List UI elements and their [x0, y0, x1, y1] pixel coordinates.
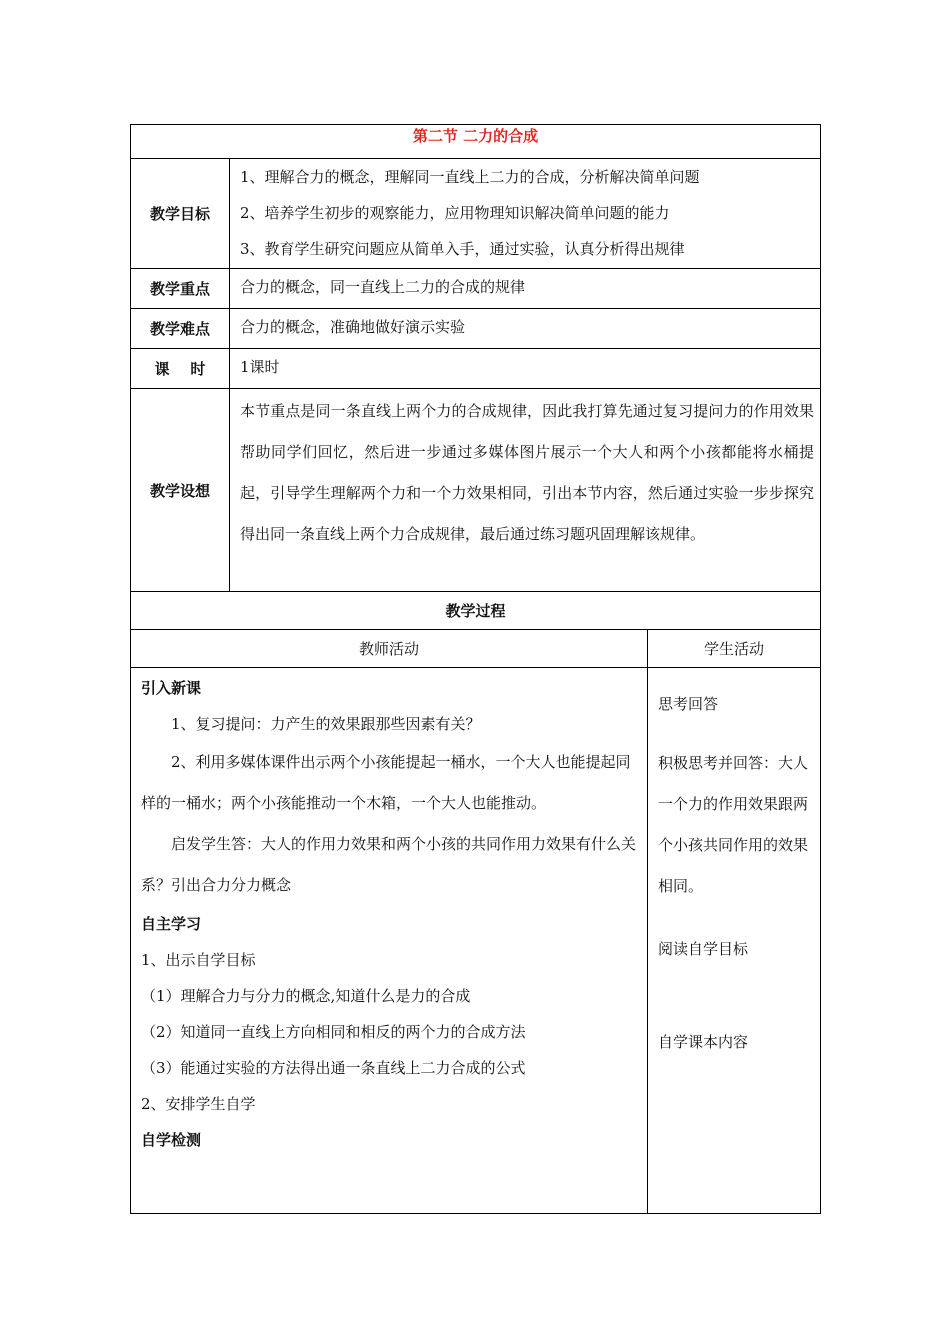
intro-heading: 引入新课	[141, 679, 202, 697]
student-column-header: 学生活动	[648, 630, 821, 668]
process-heading: 教学过程	[131, 592, 821, 630]
self-study-step: 2、安排学生自学	[141, 1095, 256, 1113]
goal-item: 2、培养学生初步的观察能力，应用物理知识解决简单问题的能力	[240, 204, 670, 222]
student-response: 积极思考并回答：大人一个力的作用效果跟两个小孩共同作用的效果相同。	[658, 754, 809, 895]
goals-content	[230, 159, 821, 269]
intro-step: 启发学生答：大人的作用力效果和两个小孩的共同作用力效果有什么关系？引出合力分力概念	[141, 835, 637, 894]
self-study-goal: （1）理解合力与分力的概念,知道什么是力的合成	[141, 987, 471, 1005]
teacher-column-header: 教师活动	[131, 630, 648, 668]
teacher-activities	[131, 668, 648, 1214]
difficulties-label: 教学难点	[131, 309, 230, 349]
lesson-title: 第二节 二力的合成	[131, 125, 821, 159]
goal-item: 3、教育学生研究问题应从简单入手，通过实验，认真分析得出规律	[240, 240, 685, 258]
self-check-heading: 自学检测	[141, 1131, 202, 1149]
hours-row	[131, 349, 821, 389]
process-heading-row	[131, 592, 821, 630]
hours-value: 1课时	[230, 349, 821, 389]
design-value: 本节重点是同一条直线上两个力的合成规律，因此我打算先通过复习提问力的作用效果帮助同学们回忆，然后进一步通过多媒体图片展示一个大人和两个小孩都能将水桶提起，引导学生理解两个力和一个力效果相同，引出本节内容，然后通过实验一步步探究得出同一条直线上两个力合成规律，最后通过练习题巩固理解该规律。	[230, 389, 821, 592]
difficulties-row	[131, 309, 821, 349]
column-header-row	[131, 630, 821, 668]
student-response: 思考回答	[658, 695, 719, 713]
lesson-plan-table	[130, 124, 821, 1214]
key-points-label: 教学重点	[131, 269, 230, 309]
student-response: 阅读自学目标	[658, 940, 749, 958]
student-response: 自学课本内容	[658, 1033, 749, 1051]
key-points-row	[131, 269, 821, 309]
title-row	[131, 125, 821, 159]
self-study-goal: （3）能通过实验的方法得出通一条直线上二力合成的公式	[141, 1059, 526, 1077]
goals-row	[131, 159, 821, 269]
hours-label: 课 时	[131, 349, 230, 389]
goals-label: 教学目标	[131, 159, 230, 269]
self-study-heading: 自主学习	[141, 915, 202, 933]
intro-step: 2、利用多媒体课件出示两个小孩能提起一桶水，一个大人也能提起同样的一桶水；两个小孩能推动一个木箱，一个大人也能推动。	[141, 753, 631, 812]
design-row	[131, 389, 821, 592]
difficulties-value: 合力的概念，准确地做好演示实验	[230, 309, 821, 349]
lesson-plan-sheet	[130, 124, 820, 1214]
student-activities	[648, 668, 821, 1214]
goal-item: 1、理解合力的概念，理解同一直线上二力的合成，分析解决简单问题	[240, 168, 700, 186]
self-study-goal: （2）知道同一直线上方向相同和相反的两个力的合成方法	[141, 1023, 526, 1041]
self-study-step: 1、出示自学目标	[141, 951, 256, 969]
process-body-row	[131, 668, 821, 1214]
design-label: 教学设想	[131, 389, 230, 592]
key-points-value: 合力的概念，同一直线上二力的合成的规律	[230, 269, 821, 309]
intro-step: 1、复习提问：力产生的效果跟那些因素有关？	[171, 715, 481, 733]
